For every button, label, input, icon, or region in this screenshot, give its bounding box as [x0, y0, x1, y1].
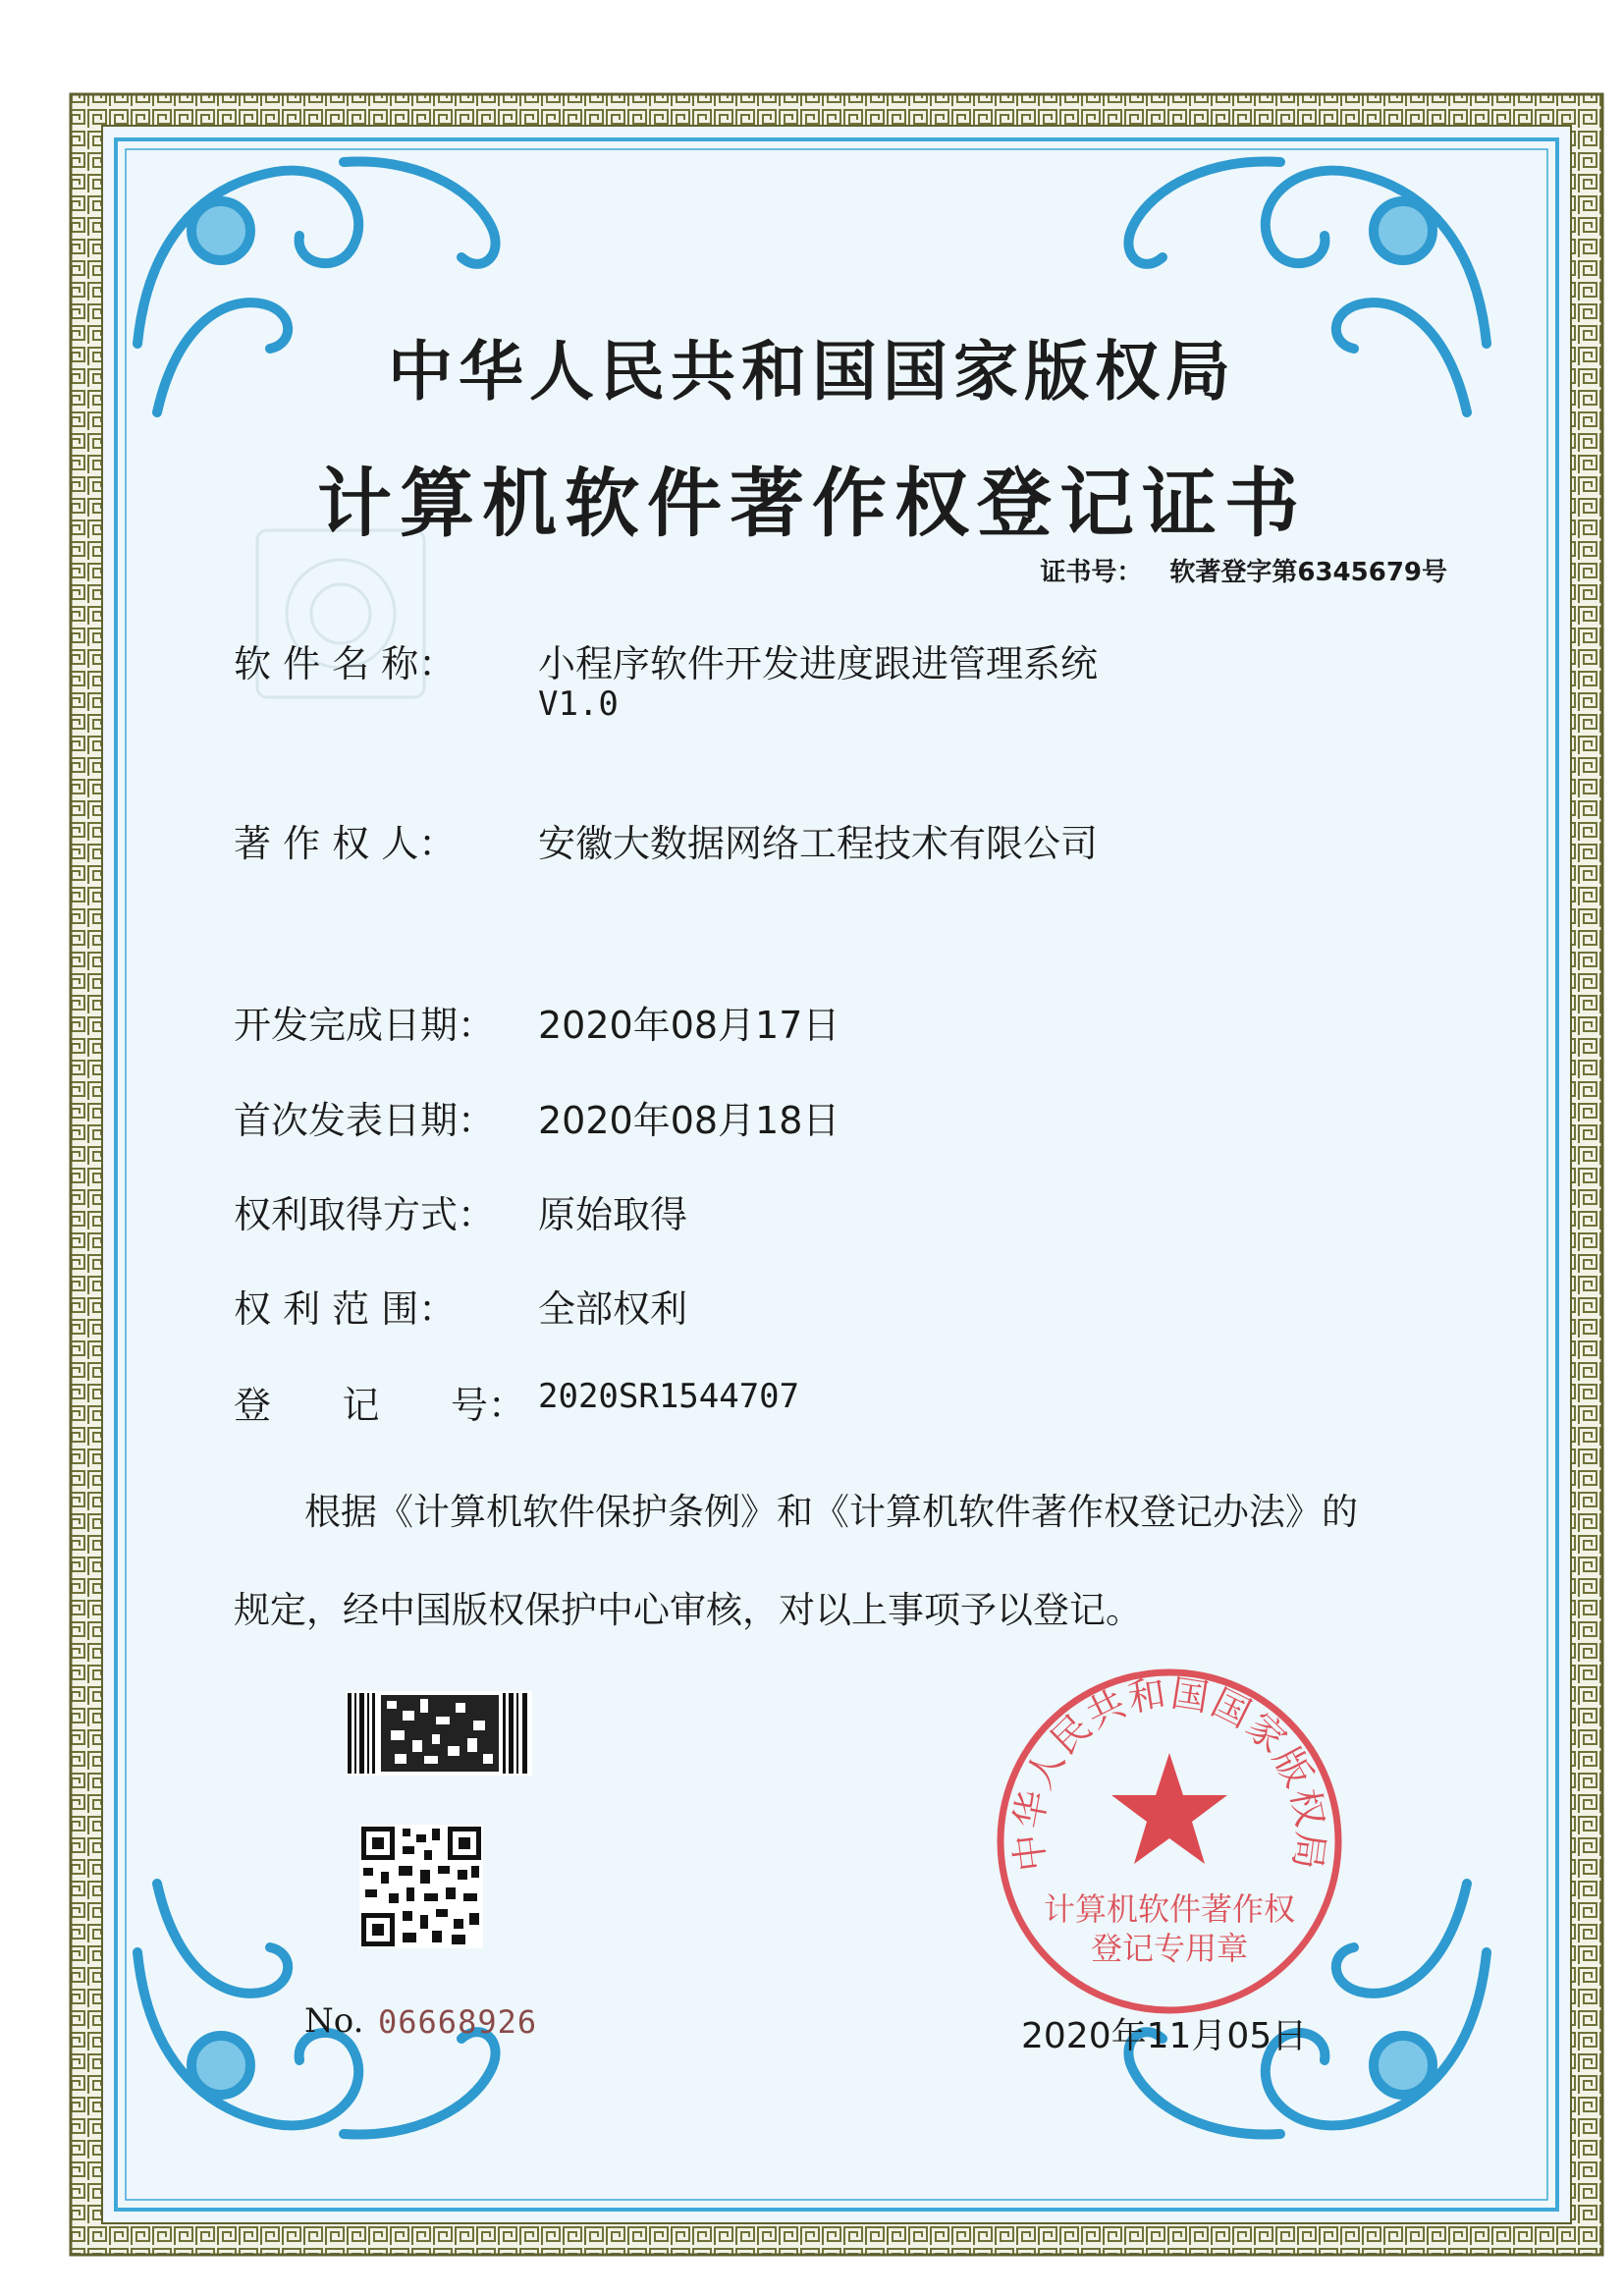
- official-seal: [988, 1660, 1351, 2023]
- qr-code: [359, 1825, 483, 1948]
- statement-line-2: 规定，经中国版权保护中心审核，对以上事项予以登记。: [234, 1589, 1142, 1631]
- publication-date-value: 2020年08月18日: [538, 1099, 840, 1142]
- certificate-title: 计算机软件著作权登记证书: [317, 460, 1307, 547]
- acquisition-method-value: 原始取得: [538, 1193, 688, 1236]
- registration-number-label: 登 记 号：: [234, 1384, 525, 1427]
- issuing-authority: 中华人民共和国国家版权局: [388, 333, 1236, 410]
- barcode: [346, 1691, 532, 1776]
- development-date-value: 2020年08月17日: [538, 1004, 840, 1047]
- serial-number-label: No.: [304, 2001, 364, 2041]
- certificate-number-value: 软著登字第6345679号: [1169, 558, 1447, 587]
- publication-date-label: 首次发表日期：: [234, 1099, 496, 1142]
- seal-inner-line-1: 计算机软件著作权: [1043, 1890, 1296, 1928]
- seal-ring-text: 中华人民共和国国家版权局: [1005, 1670, 1333, 1875]
- statement-line-1: 根据《计算机软件保护条例》和《计算机软件著作权登记办法》的: [304, 1491, 1358, 1533]
- seal-inner-line-2: 登记专用章: [1090, 1930, 1249, 1967]
- copyright-owner-value: 安徽大数据网络工程技术有限公司: [538, 822, 1099, 865]
- software-name-label: 软 件 名 称：: [234, 642, 457, 685]
- rights-scope-value: 全部权利: [538, 1287, 688, 1331]
- rights-scope-label: 权 利 范 围：: [234, 1287, 457, 1331]
- issue-date: 2020年11月05日: [1021, 2016, 1308, 2056]
- acquisition-method-label: 权利取得方式：: [234, 1193, 496, 1236]
- registration-number-value: 2020SR1544707: [538, 1377, 800, 1416]
- certificate-number-label: 证书号：: [1040, 558, 1143, 587]
- certificate-number: [1040, 552, 1447, 588]
- software-name-value: 小程序软件开发进度跟进管理系统: [538, 642, 1099, 685]
- star-icon: [1111, 1753, 1227, 1864]
- software-version-value: V1.0: [538, 684, 619, 724]
- development-date-label: 开发完成日期：: [234, 1004, 496, 1047]
- serial-number-value: 06668926: [378, 2003, 538, 2041]
- copyright-owner-label: 著 作 权 人：: [234, 822, 457, 865]
